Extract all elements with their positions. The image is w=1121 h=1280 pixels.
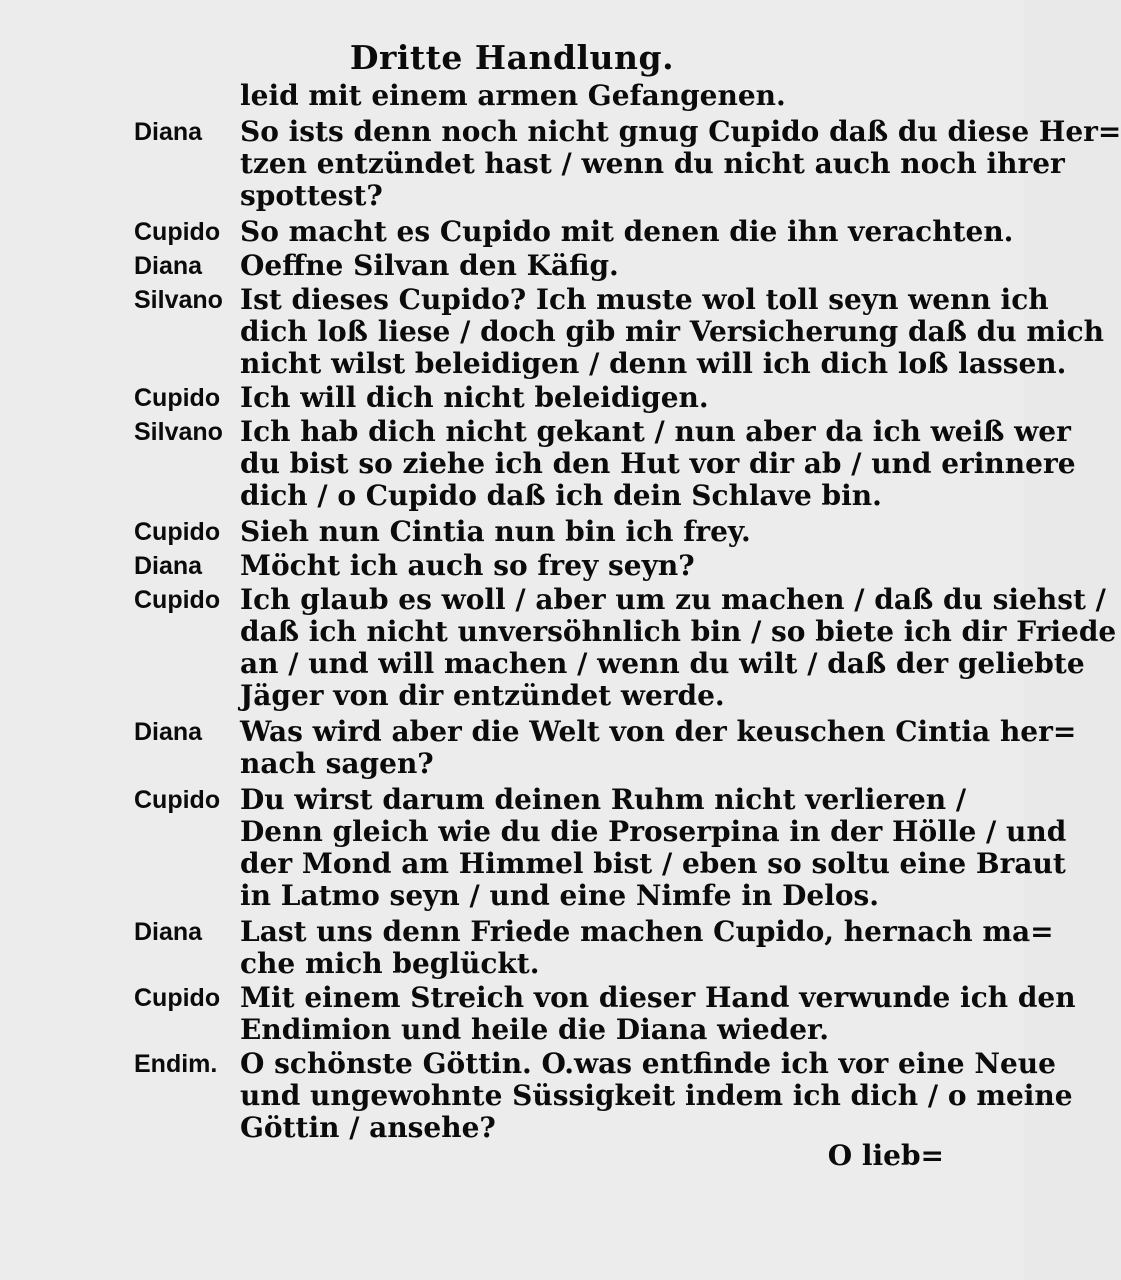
- dialogue-line: der Mond am Himmel bist / eben so soltu eine Braut: [240, 847, 1066, 880]
- lead-line: leid mit einem armen Gefangenen.: [240, 79, 786, 112]
- speaker-label: Cupido: [134, 384, 221, 412]
- dialogue-line: Ich glaub es woll / aber um zu machen / daß du siehst /: [240, 583, 1106, 616]
- dialogue-line: Denn gleich wie du die Proserpina in der Hölle / und: [240, 815, 1067, 848]
- speaker-label: Cupido: [134, 786, 221, 814]
- dialogue-line: che mich beglückt.: [240, 947, 540, 980]
- dialogue-line: Was wird aber die Welt von der keuschen Cintia her=: [240, 715, 1077, 748]
- dialogue-line: Oeffne Silvan den Käfig.: [240, 249, 619, 282]
- dialogue-line: an / und will machen / wenn du wilt / daß der geliebte: [240, 647, 1085, 680]
- speaker-label: Silvano: [134, 418, 223, 446]
- dialogue-line: daß ich nicht unversöhnlich bin / so biete ich dir Friede: [240, 615, 1117, 648]
- dialogue-line: in Latmo seyn / und eine Nimfe in Delos.: [240, 879, 880, 912]
- page-header: Dritte Handlung.: [349, 38, 675, 77]
- dialogue-line: und ungewohnte Süssigkeit indem ich dich / o meine: [240, 1079, 1073, 1112]
- dialogue-line: Jäger von dir entzündet werde.: [240, 679, 725, 712]
- speaker-label: Diana: [134, 718, 203, 746]
- dialogue-line: So macht es Cupido mit denen die ihn verachten.: [240, 215, 1014, 248]
- speaker-label: Cupido: [134, 984, 221, 1012]
- speaker-label: Silvano: [134, 286, 223, 314]
- speaker-label: Diana: [134, 118, 203, 146]
- speaker-label: Cupido: [134, 518, 221, 546]
- dialogue-line: So ists denn noch nicht gnug Cupido daß du diese Her=: [240, 115, 1121, 148]
- speaker-label: Diana: [134, 918, 203, 946]
- dialogue-line: nicht wilst beleidigen / denn will ich dich loß lassen.: [240, 347, 1067, 380]
- speaker-label: Cupido: [134, 218, 221, 246]
- dialogue-line: Göttin / ansehe?: [240, 1111, 496, 1144]
- speaker-label: Endim.: [134, 1050, 218, 1078]
- dialogue-line: Möcht ich auch so frey seyn?: [240, 549, 695, 582]
- dialogue-line: dich / o Cupido daß ich dein Schlave bin.: [240, 479, 882, 512]
- dialogue-line: spottest?: [240, 179, 383, 212]
- speaker-label: Diana: [134, 252, 203, 280]
- dialogue-line: Endimion und heile die Diana wieder.: [240, 1013, 829, 1046]
- dialogue-line: dich loß liese / doch gib mir Versicherung daß du mich: [240, 315, 1105, 348]
- speaker-label: Cupido: [134, 586, 221, 614]
- dialogue-line: tzen entzündet hast / wenn du nicht auch noch ihrer: [240, 147, 1065, 180]
- dialogue-line: Sieh nun Cintia nun bin ich frey.: [240, 515, 751, 548]
- dialogue-line: Mit einem Streich von dieser Hand verwunde ich den: [240, 981, 1076, 1014]
- dialogue-line: O schönste Göttin. O.was entfinde ich vor eine Neue: [240, 1047, 1056, 1080]
- catchword: O lieb=: [827, 1139, 944, 1172]
- dialogue-line: Du wirst darum deinen Ruhm nicht verlieren /: [240, 783, 967, 816]
- dialogue-line: Ich will dich nicht beleidigen.: [240, 381, 709, 414]
- dialogue-line: Ist dieses Cupido? Ich muste wol toll seyn wenn ich: [240, 283, 1049, 316]
- dialogue-line: Ich hab dich nicht gekant / nun aber da ich weiß wer: [240, 415, 1071, 448]
- dialogue-line: du bist so ziehe ich den Hut vor dir ab / und erinnere: [240, 447, 1076, 480]
- dialogue-line: nach sagen?: [240, 747, 434, 780]
- dialogue-line: Last uns denn Friede machen Cupido, hernach ma=: [240, 915, 1054, 948]
- speaker-label: Diana: [134, 552, 203, 580]
